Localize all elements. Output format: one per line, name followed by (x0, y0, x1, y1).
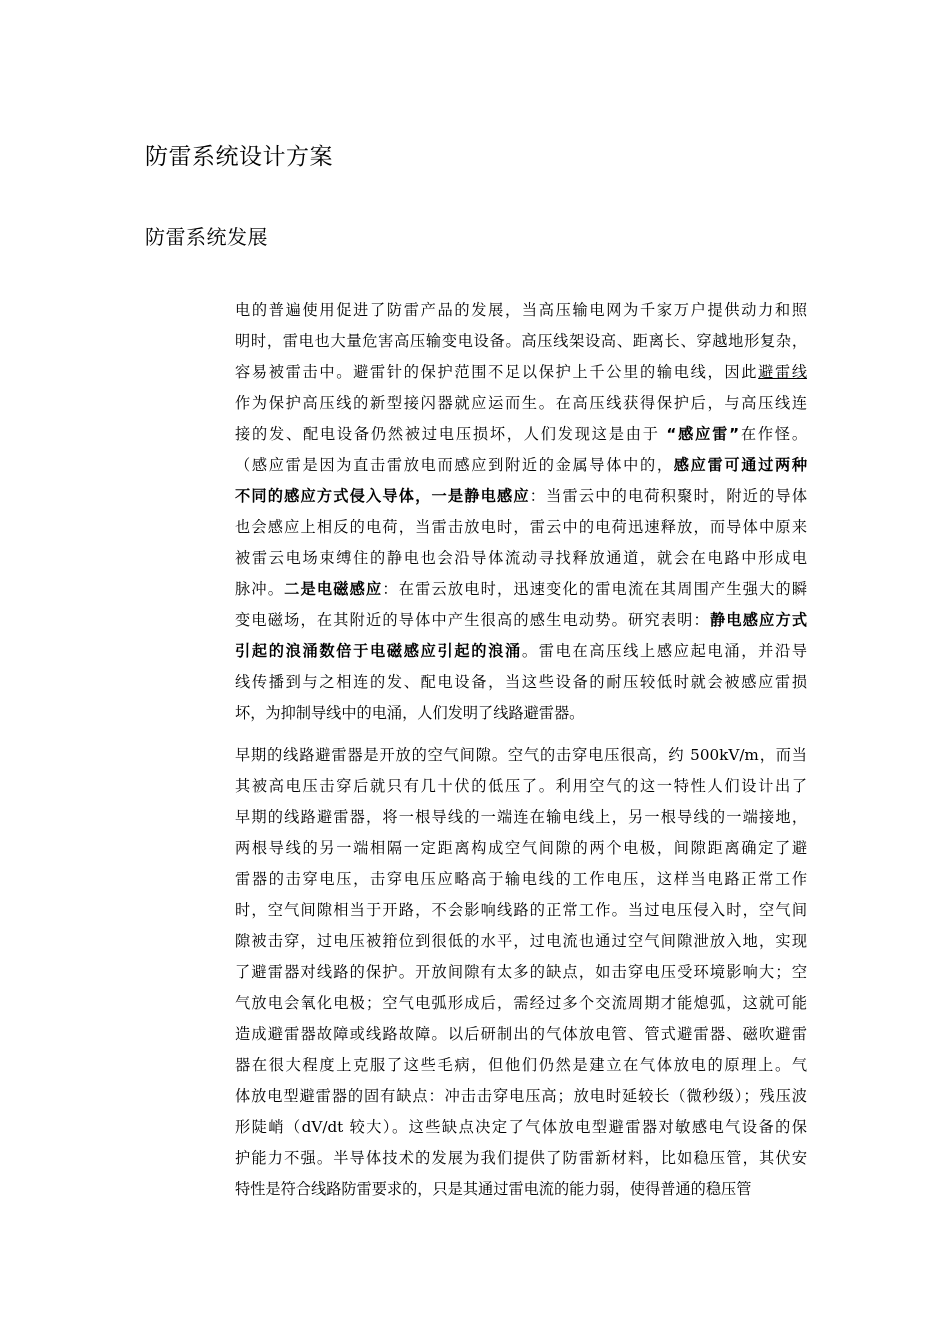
text-run: 也会感应上相反的电荷，当雷击放电时，雷云中的电荷迅速释放，而导体中原来 (235, 518, 807, 536)
text-line (235, 1112, 807, 1143)
text-line (235, 802, 807, 833)
text-run: 器在很大程度上克服了这些毛病，但他们仍然是建立在气体放电的原理上。气 (235, 1056, 807, 1074)
text-run: 电的普遍使用促进了防雷产品的发展，当高压输电网为千家万户提供动力和照 (235, 301, 807, 319)
text-line (235, 326, 807, 357)
underlined-term: 避雷线 (758, 363, 807, 381)
section-heading: 防雷系统发展 (145, 225, 268, 249)
text-run: 体放电型避雷器的固有缺点：冲击击穿电压高；放电时延较长（微秒级）；残压波 (235, 1087, 807, 1105)
text-run: 早期的线路避雷器是开放的空气间隙。空气的击穿电压很高，约 500kV/m，而当 (235, 746, 807, 764)
text-run: 明时，雷电也大量危害高压输变电设备。高压线架设高、距离长、穿越地形复杂， (235, 332, 807, 350)
text-line (235, 1019, 807, 1050)
text-run: 形陡峭（dV/dt 较大）。这些缺点决定了气体放电型避雷器对敏感电气设备的保 (235, 1118, 807, 1136)
text-line (235, 667, 807, 698)
page-title: 防雷系统设计方案 (145, 144, 333, 170)
paragraph (235, 295, 807, 729)
bold-text: 引起的浪涌数倍于电磁感应引起的浪涌 (235, 642, 522, 660)
text-line (235, 926, 807, 957)
text-run: ：在雷云放电时，迅速变化的雷电流在其周围产生强大的瞬 (382, 580, 807, 598)
text-run: 作为保护高压线的新型接闪器就应运而生。在高压线获得保护后，与高压线连 (235, 394, 807, 412)
text-run: 接的发、配电设备仍然被过电压损坏，人们发现这是由于 (235, 425, 667, 443)
text-line (235, 419, 807, 450)
text-line (235, 512, 807, 543)
text-line (235, 388, 807, 419)
body-text (235, 295, 807, 1205)
text-run: 其被高电压击穿后就只有几十伏的低压了。利用空气的这一特性人们设计出了 (235, 777, 807, 795)
text-run: 护能力不强。半导体技术的发展为我们提供了防雷新材料，比如稳压管，其伏安 (235, 1149, 807, 1167)
text-run: 特性是符合线路防雷要求的，只是其通过雷电流的能力弱，使得普通的稳压管 (235, 1180, 752, 1198)
text-line (235, 636, 807, 667)
text-run: 时，空气间隙相当于开路，不会影响线路的正常工作。当过电压侵入时，空气间 (235, 901, 807, 919)
bold-text: 静电感应方式 (709, 611, 807, 629)
text-line (235, 543, 807, 574)
text-line (235, 450, 807, 481)
text-run: 线传播到与之相连的发、配电设备，当这些设备的耐压较低时就会被感应雷损 (235, 673, 807, 691)
text-run: 变电磁场，在其附近的导体中产生很高的感生电动势。研究表明： (235, 611, 710, 629)
text-run: 了避雷器对线路的保护。开放间隙有太多的缺点，如击穿电压受环境影响大；空 (235, 963, 807, 981)
text-line (235, 864, 807, 895)
bold-text: 感应雷可通过两种 (673, 456, 807, 474)
text-line (235, 574, 807, 605)
text-run: 造成避雷器故障或线路故障。以后研制出的气体放电管、管式避雷器、磁吹避雷 (235, 1025, 807, 1043)
text-line (235, 698, 807, 729)
text-line (235, 1143, 807, 1174)
text-line (235, 1050, 807, 1081)
text-line (235, 295, 807, 326)
bold-text: “感应雷” (666, 425, 740, 443)
text-run: 。雷电在高压线上感应起电涌，并沿导 (521, 642, 807, 660)
text-run: 两根导线的另一端相隔一定距离构成空气间隙的两个电极，间隙距离确定了避 (235, 839, 807, 857)
text-run: 脉冲。 (235, 580, 285, 598)
text-line (235, 357, 807, 388)
bold-text: 不同的感应方式侵入导体，一是静电感应 (235, 487, 530, 505)
text-run: 被雷云电场束缚住的静电也会沿导体流动寻找释放通道，就会在电路中形成电 (235, 549, 807, 567)
text-line (235, 988, 807, 1019)
paragraph (235, 740, 807, 1205)
text-line (235, 771, 807, 802)
text-run: 隙被击穿，过电压被箝位到很低的水平，过电流也通过空气间隙泄放入地，实现 (235, 932, 807, 950)
text-run: 坏，为抑制导线中的电涌，人们发明了线路避雷器。 (235, 704, 585, 722)
bold-text: 二是电磁感应 (284, 580, 383, 598)
text-line (235, 957, 807, 988)
text-line (235, 1174, 807, 1205)
text-line (235, 1081, 807, 1112)
text-run: 在作怪。 (739, 425, 807, 443)
text-run: 容易被雷击中。避雷针的保护范围不足以保护上千公里的输电线，因此 (235, 363, 759, 381)
text-line (235, 605, 807, 636)
text-run: 气放电会氧化电极；空气电弧形成后，需经过多个交流周期才能熄弧，这就可能 (235, 994, 807, 1012)
text-line (235, 740, 807, 771)
text-run: 雷器的击穿电压，击穿电压应略高于输电线的工作电压，这样当电路正常工作 (235, 870, 807, 888)
text-line (235, 833, 807, 864)
text-run: 早期的线路避雷器，将一根导线的一端连在输电线上，另一根导线的一端接地， (235, 808, 807, 826)
text-run: ：当雷云中的电荷积聚时，附近的导体 (529, 487, 807, 505)
text-run: （感应雷是因为直击雷放电而感应到附近的金属导体中的， (235, 456, 674, 474)
text-line (235, 481, 807, 512)
text-line (235, 895, 807, 926)
